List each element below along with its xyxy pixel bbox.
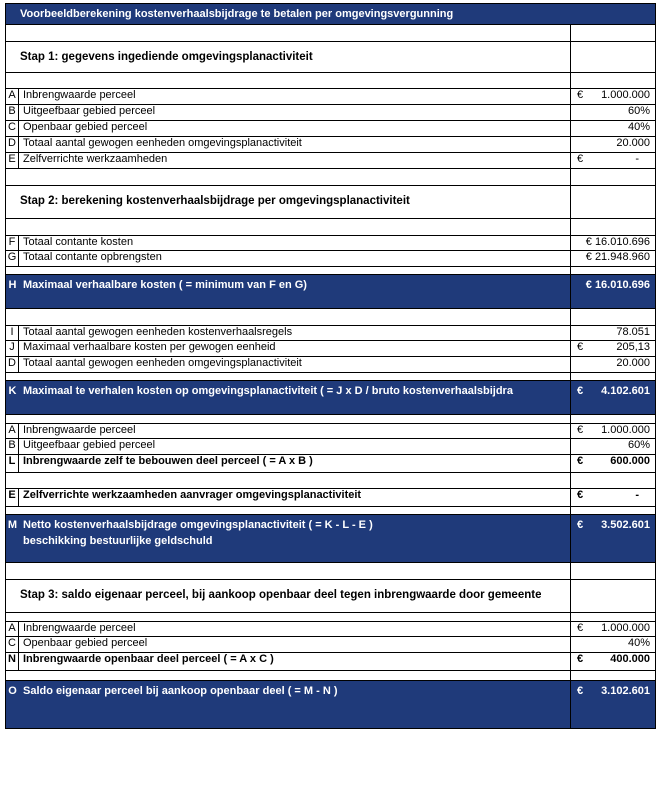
row-letter: A <box>6 424 19 438</box>
row-label: Openbaar gebied perceel <box>23 121 148 133</box>
blank-row <box>5 267 656 275</box>
row-letter: D <box>6 137 19 152</box>
blank-row <box>5 415 656 423</box>
row-value: - <box>635 153 639 165</box>
row-label: Totaal aantal gewogen eenheden omgevingsplanactiviteit <box>23 137 302 149</box>
row-letter: N <box>6 653 19 670</box>
row-value: 205,13 <box>616 341 650 353</box>
blank-row <box>5 309 656 325</box>
row-letter: A <box>6 89 19 104</box>
row-letter: D <box>6 357 19 372</box>
row-label: Maximaal te verhalen kosten op omgevingsplanactiviteit ( = J x D / bruto kostenverhaalsbijdra <box>23 385 513 397</box>
row-label: Totaal contante opbrengsten <box>23 251 162 263</box>
row-label: Inbrengwaarde perceel <box>23 89 136 101</box>
blank-row <box>5 25 656 41</box>
step3-heading: Stap 3: saldo eigenaar perceel, bij aankoop openbaar deel tegen inbrengwaarde door gemeente <box>20 589 542 601</box>
row-sublabel: beschikking bestuurlijke geldschuld <box>23 535 213 547</box>
row-label: Inbrengwaarde perceel <box>23 424 136 436</box>
row-label: Inbrengwaarde perceel <box>23 622 136 634</box>
row-label: Maximaal verhaalbare kosten ( = minimum van F en G) <box>23 279 307 291</box>
row-d2 <box>5 357 656 373</box>
title-row <box>5 3 656 25</box>
row-l <box>5 455 656 473</box>
row-letter: O <box>8 685 17 697</box>
step3-heading-row <box>5 579 656 613</box>
row-value: 60% <box>627 105 650 117</box>
row-n <box>5 653 656 671</box>
row-value: 3.102.601 <box>601 685 650 697</box>
row-h <box>5 275 656 309</box>
currency: € <box>577 519 584 531</box>
row-letter: J <box>6 341 19 356</box>
row-value: 1.000.000 <box>601 89 650 101</box>
blank-row <box>5 169 656 185</box>
row-value: 600.000 <box>610 455 650 467</box>
row-value: 1.000.000 <box>601 622 650 634</box>
blank-row <box>5 373 656 381</box>
row-letter: I <box>6 326 19 340</box>
currency: € <box>577 153 584 165</box>
row-b <box>5 105 656 121</box>
step2-heading: Stap 2: berekening kostenverhaalsbijdrage per omgevingsplanactiviteit <box>20 195 410 207</box>
row-letter: M <box>7 519 18 531</box>
row-label: Inbrengwaarde openbaar deel perceel ( = A x C ) <box>23 653 274 665</box>
row-b2 <box>5 439 656 455</box>
row-value: € 16.010.696 <box>585 279 650 291</box>
row-label: Uitgeefbaar gebied perceel <box>23 439 156 451</box>
row-letter: B <box>6 439 19 454</box>
calculation-sheet <box>5 3 656 729</box>
row-e <box>5 153 656 169</box>
row-value: 3.502.601 <box>601 519 650 531</box>
row-letter: C <box>6 637 19 652</box>
step1-heading: Stap 1: gegevens ingediende omgevingsplanactiviteit <box>20 51 313 63</box>
row-value: 40% <box>627 637 650 649</box>
blank-row <box>5 507 656 515</box>
currency: € <box>577 424 584 436</box>
row-value: 20.000 <box>616 137 650 149</box>
row-label: Zelfverrichte werkzaamheden <box>23 153 168 165</box>
row-a2 <box>5 423 656 439</box>
row-value: - <box>635 489 639 501</box>
row-value: 4.102.601 <box>601 385 650 397</box>
row-e2 <box>5 489 656 507</box>
row-j <box>5 341 656 357</box>
row-value: € 16.010.696 <box>585 236 650 248</box>
row-letter: K <box>8 385 17 397</box>
row-f <box>5 235 656 251</box>
row-value: 40% <box>627 121 650 133</box>
row-label: Totaal aantal gewogen eenheden omgevingsplanactiviteit <box>23 357 302 369</box>
blank-row <box>5 73 656 89</box>
blank-row <box>5 613 656 621</box>
row-label: Inbrengwaarde zelf te bebouwen deel perceel ( = A x B ) <box>23 455 313 467</box>
row-label: Totaal aantal gewogen eenheden kostenverhaalsregels <box>23 326 293 338</box>
row-g <box>5 251 656 267</box>
row-value: € 21.948.960 <box>585 251 650 263</box>
row-label: Totaal contante kosten <box>23 236 134 248</box>
row-i <box>5 325 656 341</box>
row-letter: C <box>6 121 19 136</box>
row-value: 60% <box>627 439 650 451</box>
currency: € <box>577 685 584 697</box>
row-m <box>5 515 656 563</box>
currency: € <box>577 89 584 101</box>
sheet-title: Voorbeeldberekening kostenverhaalsbijdrage te betalen per omgevingsvergunning <box>20 8 454 20</box>
row-letter: B <box>6 105 19 120</box>
row-label: Saldo eigenaar perceel bij aankoop openbaar deel ( = M - N ) <box>23 685 338 697</box>
currency: € <box>577 653 584 665</box>
blank-row <box>5 563 656 579</box>
row-a <box>5 89 656 105</box>
row-label: Zelfverrichte werkzaamheden aanvrager omgevingsplanactiviteit <box>23 489 362 501</box>
blank-row <box>5 671 656 681</box>
row-label: Netto kostenverhaalsbijdrage omgevingsplanactiviteit ( = K - L - E ) <box>23 519 373 531</box>
row-label: Openbaar gebied perceel <box>23 637 148 649</box>
row-value: 1.000.000 <box>601 424 650 436</box>
currency: € <box>577 489 584 501</box>
currency: € <box>577 622 584 634</box>
row-value: 78.051 <box>616 326 650 338</box>
row-o <box>5 681 656 729</box>
row-a3 <box>5 621 656 637</box>
currency: € <box>577 455 584 467</box>
row-label: Uitgeefbaar gebied perceel <box>23 105 156 117</box>
row-label: Maximaal verhaalbare kosten per gewogen eenheid <box>23 341 276 353</box>
step1-heading-row <box>5 41 656 73</box>
blank-row <box>5 473 656 489</box>
step2-heading-row <box>5 185 656 219</box>
row-k <box>5 381 656 415</box>
row-value: 400.000 <box>610 653 650 665</box>
row-letter: E <box>6 153 19 168</box>
row-letter: G <box>6 251 19 266</box>
currency: € <box>577 341 584 353</box>
row-d <box>5 137 656 153</box>
row-value: 20.000 <box>616 357 650 369</box>
row-letter: L <box>6 455 19 472</box>
row-letter: A <box>6 622 19 636</box>
row-letter: F <box>6 236 19 250</box>
blank-row <box>5 219 656 235</box>
row-letter: H <box>8 279 17 291</box>
currency: € <box>577 385 584 397</box>
row-c <box>5 121 656 137</box>
row-letter: E <box>6 489 19 506</box>
row-c3 <box>5 637 656 653</box>
